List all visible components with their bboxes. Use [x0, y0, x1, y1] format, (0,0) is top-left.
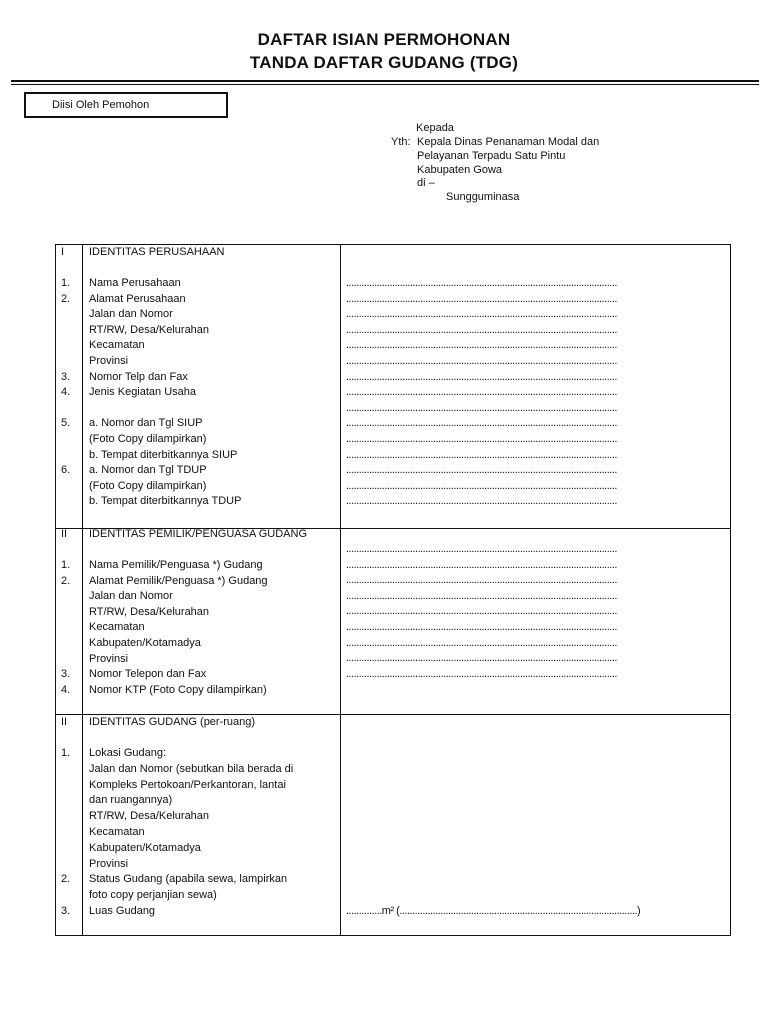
fill-in-line[interactable]: ..........................................................................................................: [346, 621, 617, 633]
fill-in-line[interactable]: ..........................................................................................................: [346, 495, 617, 508]
section3-number: II: [61, 716, 68, 728]
row-label: Nomor KTP (Foto Copy dilampirkan): [89, 683, 267, 696]
row-label: Alamat Perusahaan: [89, 292, 186, 305]
fill-in-line[interactable]: ..........................................................................................................: [346, 574, 617, 587]
row-label: (Foto Copy dilampirkan): [89, 479, 207, 492]
addressee-line1: Kepala Dinas Penanaman Modal dan: [417, 136, 600, 148]
addressee-line4: di –: [417, 177, 435, 189]
row-label: Nomor Telepon dan Fax: [89, 668, 207, 681]
addressee-yth: Yth:: [391, 136, 411, 148]
row-label: dan ruangannya): [89, 794, 173, 807]
row-number: 6.: [61, 464, 71, 477]
row-label: b. Tempat diterbitkannya SIUP: [89, 448, 238, 461]
fill-in-line[interactable]: ..........................................................................................................: [346, 479, 617, 492]
row-label: RT/RW, Desa/Kelurahan: [89, 605, 210, 618]
row-number: 4.: [61, 386, 71, 399]
section1-number: I: [61, 246, 65, 258]
row-label: Nama Pemilik/Penguasa *) Gudang: [89, 559, 263, 571]
row-number: 1.: [61, 559, 71, 571]
title-underline: [11, 80, 759, 82]
row-label: a. Nomor dan Tgl SIUP: [89, 417, 203, 430]
row-label: Status Gudang (apabila sewa, lampirkan: [89, 873, 288, 886]
fill-in-line[interactable]: ..........................................................................................................: [346, 386, 617, 399]
fill-in-line[interactable]: ..........................................................................................................: [346, 464, 617, 477]
row-label: Kecamatan: [89, 826, 145, 838]
fill-in-line[interactable]: ..........................................................................................................: [346, 417, 617, 430]
row-label: Kecamatan: [89, 621, 145, 634]
row-number: 2.: [61, 292, 71, 305]
row-number: 2.: [61, 873, 71, 886]
row-label: Jalan dan Nomor: [89, 308, 173, 321]
fill-in-line[interactable]: ..........................................................................................................: [346, 370, 617, 383]
fill-in-line[interactable]: ..........................................................................................................: [346, 589, 617, 602]
row-number: 5.: [61, 417, 71, 430]
row-label: Provinsi: [89, 857, 129, 870]
addressee-line3: Kabupaten Gowa: [417, 164, 503, 176]
row-number: 1.: [61, 747, 71, 759]
row-label: a. Nomor dan Tgl TDUP: [89, 464, 207, 477]
form-title-line1: DAFTAR ISIAN PERMOHONAN: [257, 30, 511, 49]
row-label: Nama Perusahaan: [89, 277, 181, 289]
fill-in-line[interactable]: ..........................................................................................................: [346, 339, 617, 352]
row-label: Jenis Kegiatan Usaha: [89, 386, 197, 399]
title-underline-thin: [11, 84, 759, 85]
applicant-fill-box: Diisi Oleh Pemohon: [24, 92, 228, 118]
row-number: 2.: [61, 574, 71, 587]
row-number: 3.: [61, 668, 71, 681]
fill-in-line[interactable]: ..........................................................................................................: [346, 543, 617, 555]
addressee-kepada: Kepada: [416, 122, 454, 134]
row-label: Nomor Telp dan Fax: [89, 370, 188, 383]
row-label: Jalan dan Nomor (sebutkan bila berada di: [89, 762, 294, 775]
row-number: 3.: [61, 370, 71, 383]
row-label: Provinsi: [89, 355, 129, 367]
row-number: 1.: [61, 277, 71, 289]
row-label: b. Tempat diterbitkannya TDUP: [89, 495, 242, 508]
row-label: Kompleks Pertokoan/Perkantoran, lantai: [89, 778, 286, 791]
fill-in-line[interactable]: ..........................................................................................................: [346, 277, 617, 289]
section2-title: IDENTITAS PEMILIK/PENGUASA GUDANG: [89, 528, 308, 540]
fill-in-line[interactable]: ..........................................................................................................: [346, 667, 617, 680]
warehouse-area-field[interactable]: ..............m² (.............................................................................................): [346, 905, 641, 917]
application-form-table: [55, 244, 731, 936]
row-label: Kecamatan: [89, 339, 145, 352]
section1-title: IDENTITAS PERUSAHAAN: [89, 246, 225, 258]
section2-number: II: [61, 528, 68, 540]
row-label: Provinsi: [89, 652, 129, 665]
row-label: RT/RW, Desa/Kelurahan: [89, 323, 210, 336]
row-label: Kabupaten/Kotamadya: [89, 637, 201, 649]
fill-in-line[interactable]: ..........................................................................................................: [346, 323, 617, 336]
column-divider-value: [340, 245, 341, 935]
fill-in-line[interactable]: ..........................................................................................................: [346, 308, 617, 321]
column-divider-number: [82, 245, 83, 935]
row-label: Luas Gudang: [89, 905, 156, 917]
fill-in-line[interactable]: ..........................................................................................................: [346, 558, 617, 571]
form-title-line2: TANDA DAFTAR GUDANG (TDG): [249, 53, 519, 72]
fill-in-line[interactable]: ..........................................................................................................: [346, 652, 617, 665]
section3-title: IDENTITAS GUDANG (per-ruang): [89, 716, 256, 728]
addressee-line5: Sungguminasa: [446, 191, 520, 203]
row-label: Jalan dan Nomor: [89, 590, 173, 603]
row-label: RT/RW, Desa/Kelurahan: [89, 810, 210, 823]
fill-in-line[interactable]: ..........................................................................................................: [346, 605, 617, 618]
fill-in-line[interactable]: ..........................................................................................................: [346, 401, 617, 414]
fill-in-line[interactable]: ..........................................................................................................: [346, 636, 617, 649]
fill-in-line[interactable]: ..........................................................................................................: [346, 355, 617, 367]
row-label: (Foto Copy dilampirkan): [89, 433, 207, 445]
row-label: foto copy perjanjian sewa): [89, 889, 217, 902]
row-number: 3.: [61, 905, 71, 917]
row-label: Alamat Pemilik/Penguasa *) Gudang: [89, 574, 268, 587]
addressee-line2: Pelayanan Terpadu Satu Pintu: [417, 150, 566, 162]
row-label: Lokasi Gudang:: [89, 747, 167, 759]
fill-in-line[interactable]: ..........................................................................................................: [346, 433, 617, 445]
row-number: 4.: [61, 683, 71, 696]
fill-in-line[interactable]: ..........................................................................................................: [346, 292, 617, 305]
row-label: Kabupaten/Kotamadya: [89, 841, 201, 854]
fill-in-line[interactable]: ..........................................................................................................: [346, 448, 617, 461]
